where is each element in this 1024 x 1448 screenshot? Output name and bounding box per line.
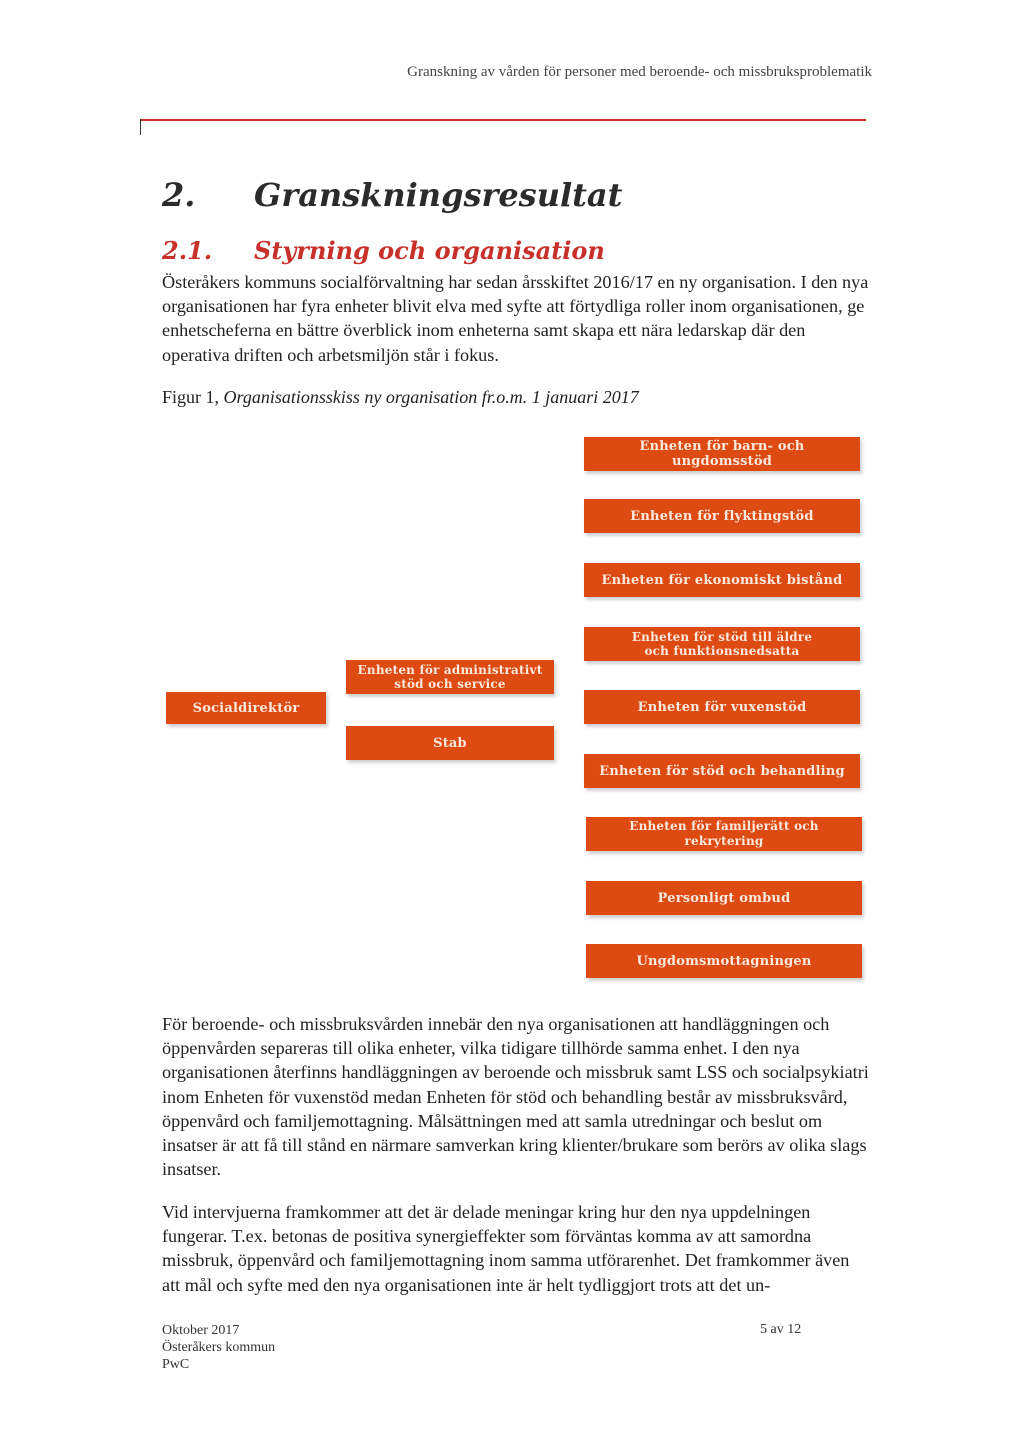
footer-organisation: Österåkers kommun xyxy=(162,1340,276,1355)
org-box-flyktingstod: Enheten för flyktingstöd xyxy=(584,499,860,533)
figure-caption-prefix: Figur 1, xyxy=(162,387,224,407)
subsection-heading xyxy=(162,236,605,265)
footer xyxy=(162,1322,275,1373)
paragraph-missbruksvard: För beroende- och missbruksvården innebär den nya organisationen att handläggningen och öppenvården separeras till olika enheter, vilka tidigare tillhörde samma enhet. I den nya organisationen återfinns handläggningen av beroende och missbruk samt LSS och socialpsykiatri inom Enheten för vuxenstöd medan Enheten för stöd och behandling består av missbruksvård, öppenvård och familjemottagning. Målsättningen med att samla utredningar och beslut om insatser är att få till stånd en närmare samverkan kring klienter/brukare som berörs av olika slags insatser. xyxy=(162,1014,869,1180)
section-title: Granskningsresultat xyxy=(254,176,623,214)
org-box-aldre-funktionsnedsatta: Enheten för stöd till äldre och funktionsnedsatta xyxy=(584,627,860,661)
org-box-stod-behandling: Enheten för stöd och behandling xyxy=(584,754,860,788)
org-box-barn-ungdomsstod: Enheten för barn- och ungdomsstöd xyxy=(584,437,860,471)
section-number: 2. xyxy=(162,176,196,214)
subsection-number: 2.1. xyxy=(162,236,213,265)
header-tick xyxy=(140,119,141,135)
org-box-personligt-ombud: Personligt ombud xyxy=(586,881,862,915)
footer-company: PwC xyxy=(162,1357,190,1372)
org-box-administrativt-stod: Enheten för administrativt stöd och service xyxy=(346,660,554,694)
section-heading xyxy=(162,176,622,214)
org-box-socialdirektor: Socialdirektör xyxy=(166,692,326,724)
org-box-stab: Stab xyxy=(346,726,554,760)
figure-caption-text: Organisationsskiss ny organisation fr.o.m. 1 januari 2017 xyxy=(223,387,639,407)
figure-caption xyxy=(162,387,639,408)
paragraph-intro: Österåkers kommuns socialförvaltning har sedan årsskiftet 2016/17 en ny organisation. I den nya organisationen har fyra enheter blivit elva med syfte att förtydliga roller inom organisationen, ge enhetscheferna en bättre överblick inom enheterna samt skapa ett nära ledarskap där den operativa driften och arbetsmiljön står i fokus. xyxy=(162,272,869,365)
org-box-vuxenstod: Enheten för vuxenstöd xyxy=(584,690,860,724)
running-header: Granskning av vården för personer med beroende- och missbruksproblematik xyxy=(407,64,872,80)
org-box-familjeratt-rekrytering: Enheten för familjerätt och rekrytering xyxy=(586,817,862,851)
paragraph-intervjuer: Vid intervjuerna framkommer att det är delade meningar kring hur den nya uppdelningen fungerar. T.ex. betonas de positiva synergieffekter som förväntas komma av att samordna missbruk, öppenvård och familjemottagning inom samma utförarenhet. Det framkommer även att mål och syfte med den nya organisationen inte är helt tydliggjort trots att det un- xyxy=(162,1202,850,1295)
subsection-title: Styrning och organisation xyxy=(254,236,605,265)
org-box-ekonomiskt-bistand: Enheten för ekonomiskt bistånd xyxy=(584,563,860,597)
header-rule xyxy=(140,119,866,121)
page-number: 5 av 12 xyxy=(760,1322,802,1337)
footer-date: Oktober 2017 xyxy=(162,1323,240,1338)
org-box-ungdomsmottagningen: Ungdomsmottagningen xyxy=(586,944,862,978)
